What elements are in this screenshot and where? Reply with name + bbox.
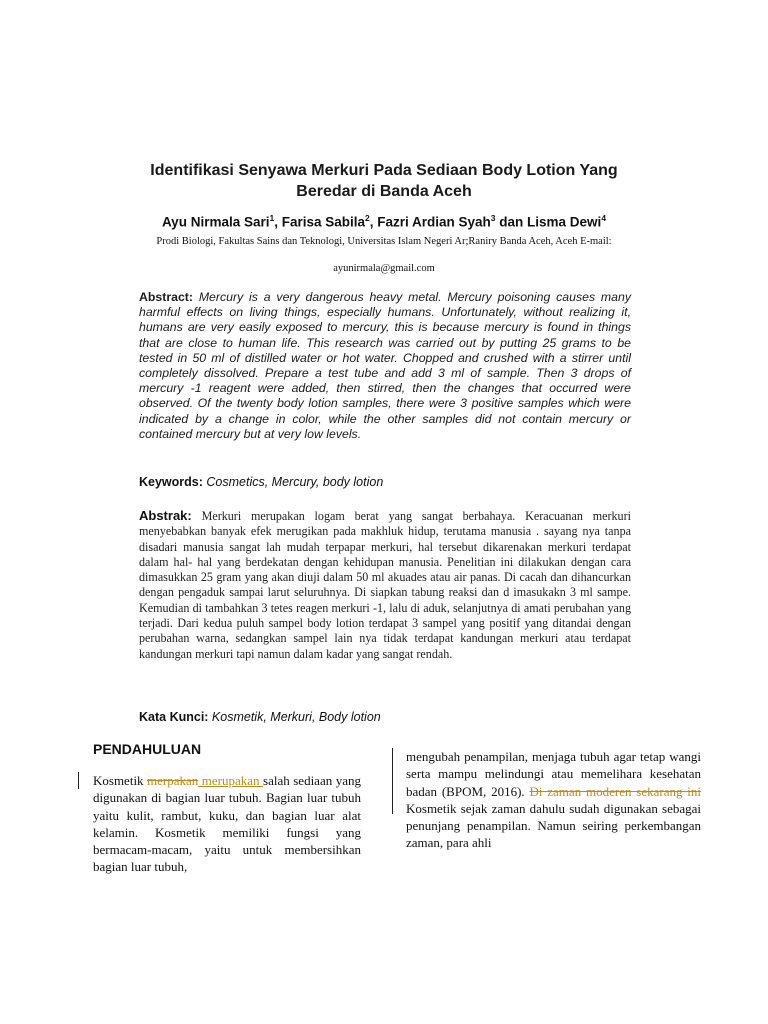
abstract-english bbox=[139, 290, 631, 442]
keywords-english bbox=[139, 475, 639, 489]
right-text-1: mengubah penampilan, menjaga tubuh agar tetap wangi serta mampu melindungi atau memelihara kesehatan badan (BPOM, 2016). bbox=[406, 749, 701, 799]
right-text-2: Kosmetik sejak zaman dahulu sudah digunakan sebagai penunjang penampilan. Namun seiring perkembangan zaman, para ahli bbox=[406, 800, 701, 851]
keywords-value: Cosmetics, Mercury, body lotion bbox=[202, 475, 384, 489]
abstract-indonesian bbox=[139, 508, 631, 662]
left-text-start: Kosmetik bbox=[93, 773, 148, 788]
abstrak-label: Abstrak: bbox=[139, 508, 192, 523]
kata-kunci-value: Kosmetik, Merkuri, Body lotion bbox=[208, 710, 381, 724]
abstrak-text: Merkuri merupakan logam berat yang sangat berbahaya. Keracuanan merkuri menyebabkan banyak efek merugikan pada makhluk hidup, terutama manusia . sayang nya tanpa disadari manusia sangat lah mudah terpapar merkuri, hal tersebut dikarenakan merkuri terdapat dalam hal- hal yang berdekatan dengan kehidupan manusia. Penelitian ini dilakukan dengan cara dimasukkan 25 gram yang akan diuji dalam 50 ml akuades atau air panas. Di cacah dan dihancurkan dengan pengaduk sampai larut seluruhnya. Di siapkan tabung reaksi dan d imasukakn 3 ml sampe. Kemudian di tambahkan 3 tetes reagen merkuri -1, lalu di aduk, selanjutnya di amati perubahan yang terjadi. Dari kedua puluh sampel body lotion terdapat 3 sampel yang positif yang ditandai dengan perubahan warna, sedangkan sampel lain nya tidak terdapat kandungan merkuri atau terdapat kandungan merkuri tapi namun dalam kadar yang sangat rendah. bbox=[139, 509, 631, 661]
keywords-label: Keywords: bbox=[139, 475, 203, 489]
author-2: , Farisa Sabila bbox=[274, 214, 366, 230]
text-cursor bbox=[78, 772, 79, 789]
author-4-mark: 4 bbox=[601, 213, 607, 223]
email: ayunirmala@gmail.com bbox=[333, 263, 435, 274]
left-text-rest: salah sediaan yang digunakan di bagian luar tubuh. Bagian luar tubuh yaitu kulit, rambut, kuku, dan bagian luar alat kelamin. Kosmetik memiliki fungsi yang bermacam-macam, yaitu untuk membersihkan bagian luar tubuh, bbox=[93, 773, 361, 875]
title-line-2: Beredar di Banda Aceh bbox=[296, 183, 472, 200]
author-3-mark: 3 bbox=[490, 213, 496, 223]
author-1-mark: 1 bbox=[269, 213, 275, 223]
tracked-deletion: merpakan bbox=[147, 773, 199, 788]
paper-title bbox=[0, 160, 768, 202]
abstract-label: Abstract: bbox=[139, 290, 193, 304]
tracked-deletion-right: Di zaman moderen sekarang ini bbox=[529, 783, 702, 799]
section-heading: PENDAHULUAN bbox=[93, 741, 202, 757]
author-2-mark: 2 bbox=[365, 213, 370, 223]
keywords-indonesian bbox=[139, 710, 639, 724]
author-list bbox=[0, 213, 768, 230]
author-4: dan Lisma Dewi bbox=[495, 214, 602, 230]
kata-kunci-label: Kata Kunci: bbox=[139, 710, 209, 724]
author-3: , Fazri Ardian Syah bbox=[369, 214, 491, 230]
abstract-text: Mercury is a very dangerous heavy metal. Mercury poisoning causes many harmful effects on living things, especially humans. Unfortunately, without realizing it, humans are very easily exposed to mercury, this is because mercury is found in things that are close to human life. This research was carried out by putting 25 grams to be tested in 50 ml of distilled water or hot water. Chopped and crushed with a stirrer until completely dissolved. Prepare a test tube and add 3 ml of sample. Then 3 drops of mercury -1 reagent were added, then stirred, then the changes that occurred were observed. Of the twenty body lotion samples, there were 3 positive samples which were indicated by a change in color, while the other samples did not contain mercury or contained mercury but at very low levels. bbox=[139, 290, 631, 441]
title-line-1: Identifikasi Senyawa Merkuri Pada Sediaan Body Lotion Yang bbox=[150, 162, 618, 179]
author-1: Ayu Nirmala Sari bbox=[161, 214, 270, 230]
change-bar bbox=[392, 748, 393, 814]
affiliation: Prodi Biologi, Fakultas Sains dan Teknologi, Universitas Islam Negeri Ar;Raniry Banda Aceh, Aceh E-mail: bbox=[156, 236, 612, 247]
tracked-insertion: merupakan bbox=[198, 773, 264, 788]
right-column-text[interactable] bbox=[406, 748, 701, 852]
left-column-text[interactable] bbox=[93, 772, 361, 876]
